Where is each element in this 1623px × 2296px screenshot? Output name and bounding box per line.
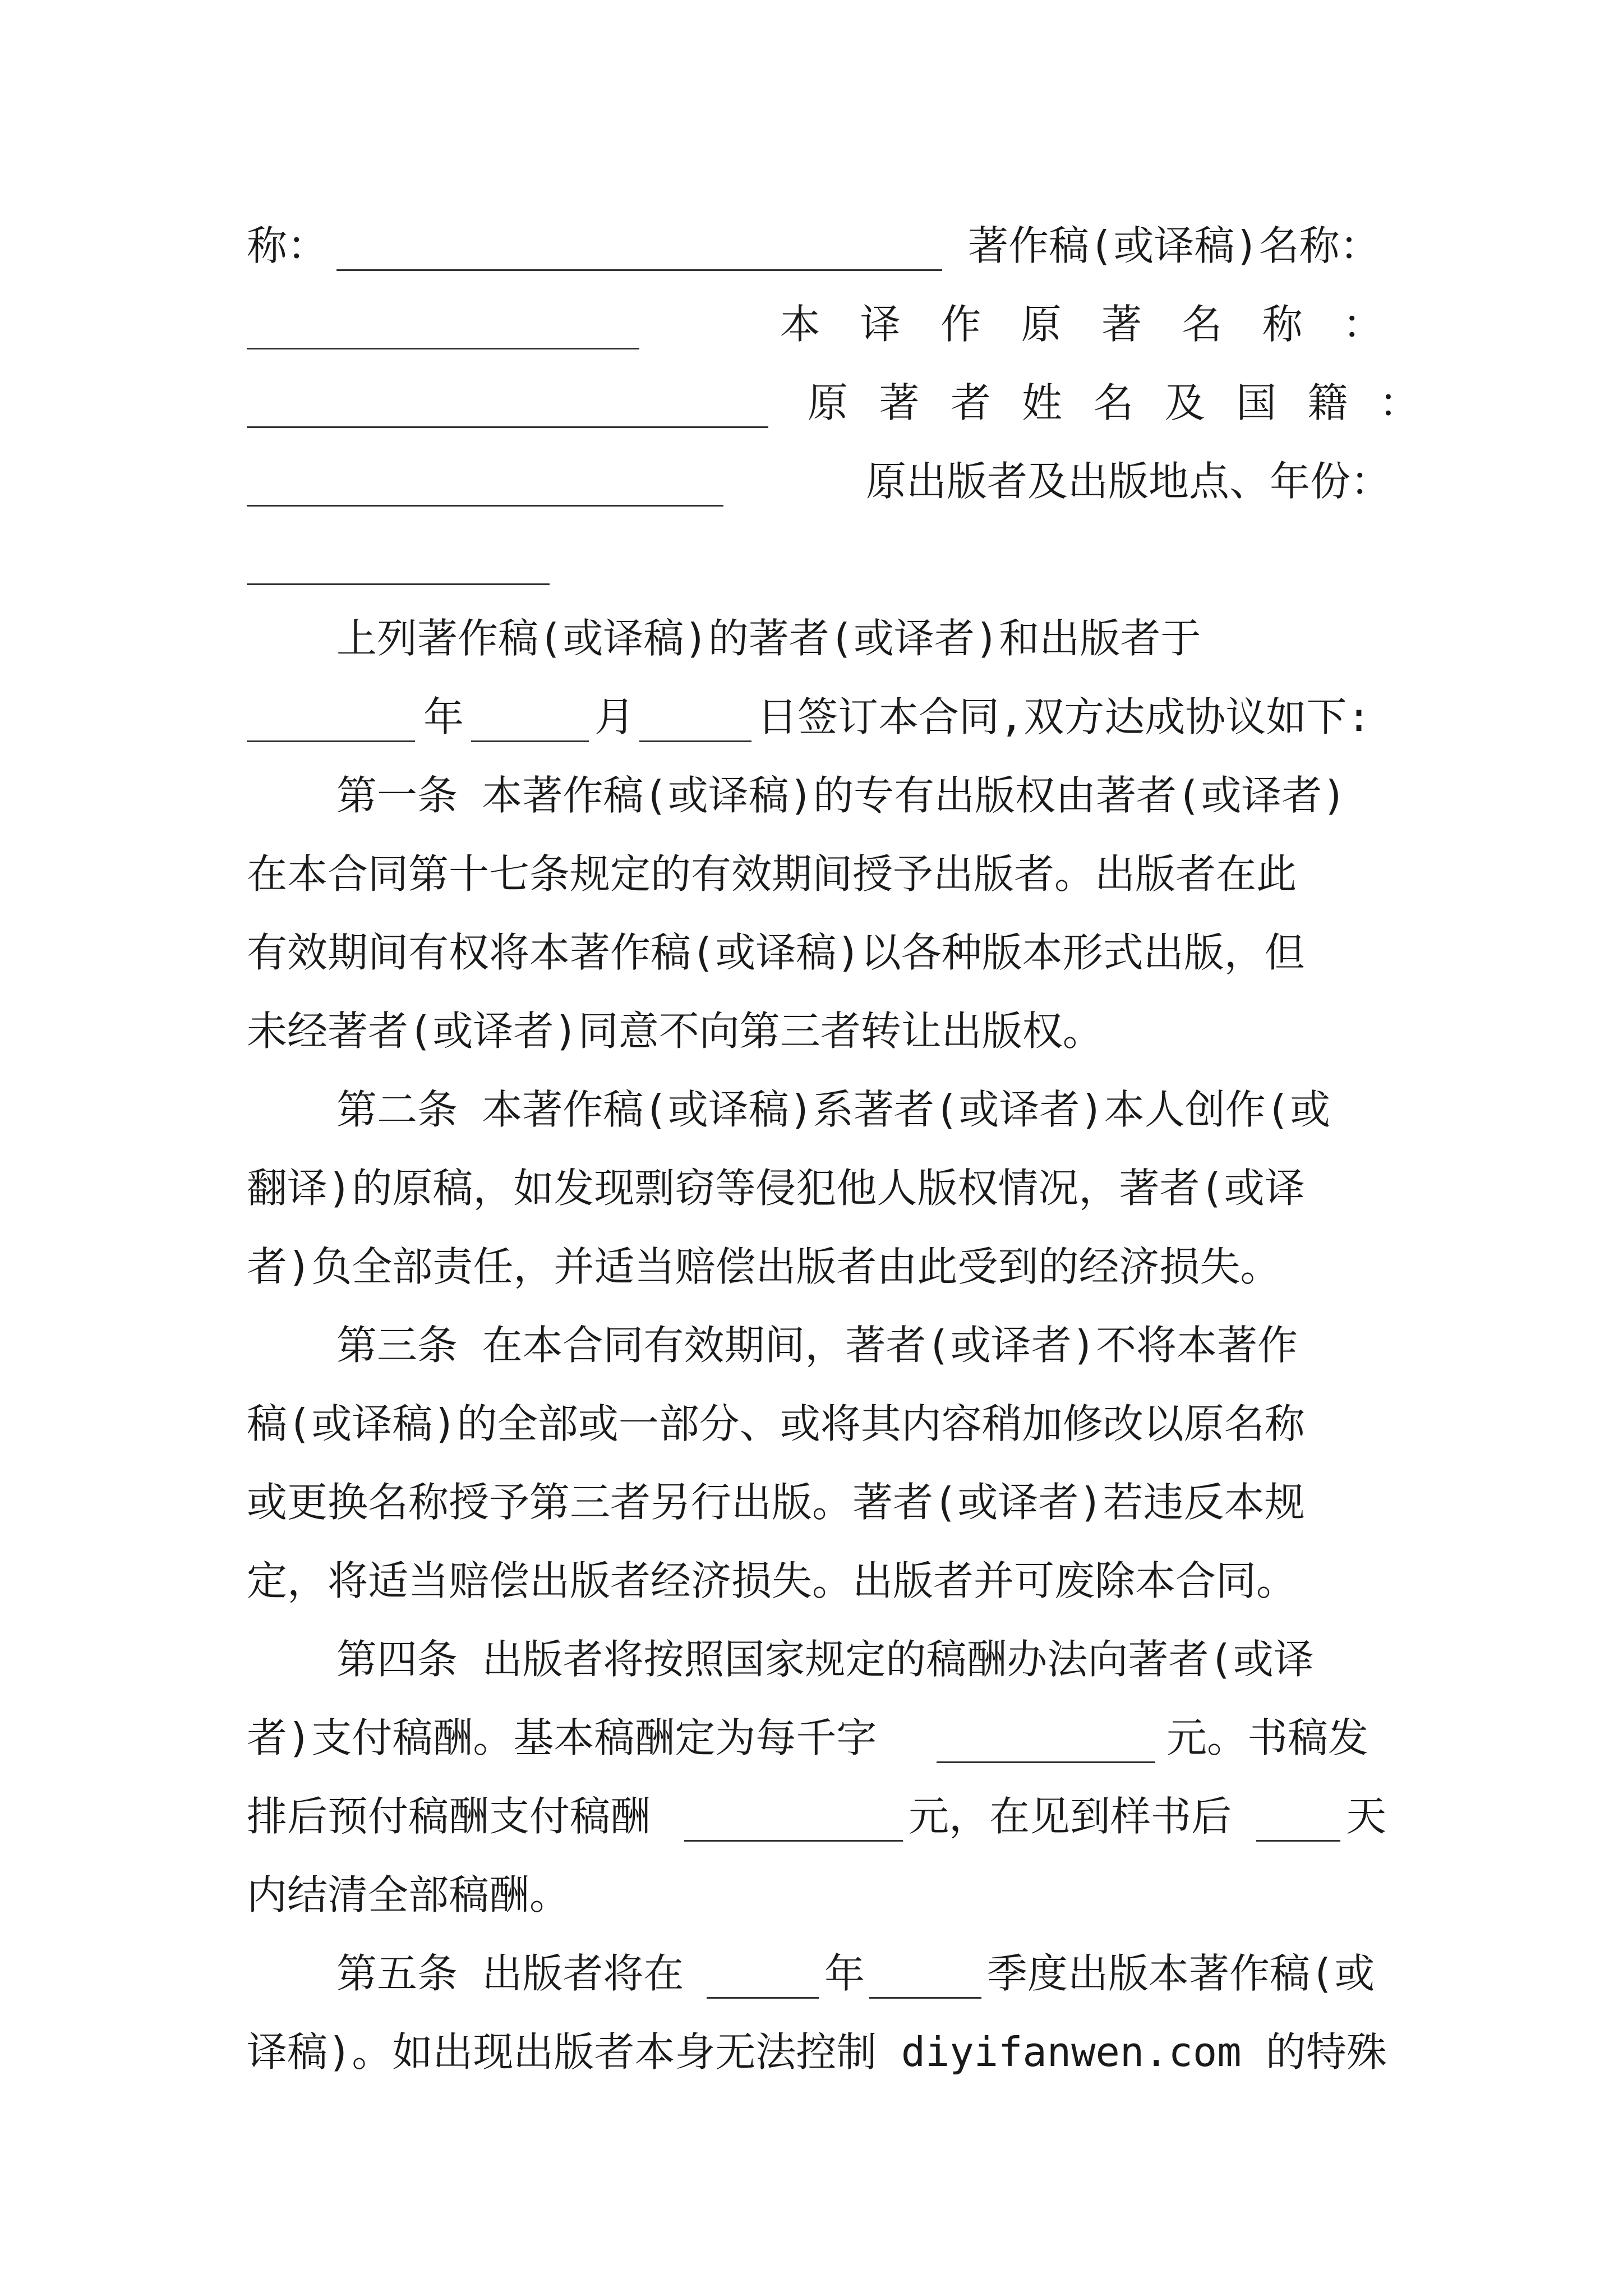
header-line-2 [247, 285, 1391, 364]
article-4-line-3 [247, 1777, 1391, 1856]
year-blank [247, 709, 415, 742]
article-2-line-3: 者)负全部责任，并适当赔偿出版者由此受到的经济损失。 [247, 1243, 1281, 1290]
article-4-line-2 [247, 1699, 1391, 1777]
article-4-line-1: 第四条 出版者将按照国家规定的稿酬办法向著者(或译 [336, 1636, 1314, 1683]
title-label: 称： [247, 222, 328, 269]
original-author-label: 原 著 者 姓 名 及 国 籍 ： [808, 379, 1423, 426]
article-5-line-1 [247, 1934, 1391, 2013]
month-label: 月 [594, 693, 635, 740]
year-label: 年 [423, 693, 464, 740]
day-blank [639, 709, 751, 742]
article-5-line-1-c: 季度出版本著作稿(或 [987, 1950, 1375, 1997]
article-3-line-2: 稿(或译稿)的全部或一部分、或将其内容稍加修改以原名称 [247, 1400, 1305, 1447]
intro-line-2 [247, 678, 1391, 756]
manuscript-name-label: 著作稿(或译稿)名称： [968, 222, 1380, 269]
original-publisher-label: 原出版者及出版地点、年份： [865, 458, 1391, 505]
per-thousand-words-blank [937, 1730, 1155, 1763]
manuscript-name-blank [247, 316, 639, 349]
article-5-line-1-b: 年 [824, 1950, 865, 1997]
title-blank [336, 238, 942, 271]
intro-line-1: 上列著作稿(或译稿)的著者(或译者)和出版者于 [336, 615, 1201, 662]
prepayment-blank [684, 1809, 903, 1842]
header-line-4 [247, 442, 1391, 521]
original-author-blank [247, 473, 723, 507]
article-5-line-1-a: 第五条 出版者将在 [336, 1950, 684, 1997]
article-4-line-3-a: 排后预付稿酬支付稿酬 [247, 1793, 651, 1840]
article-4-line-4: 内结清全部稿酬。 [247, 1871, 570, 1918]
article-4-line-2-a: 者)支付稿酬。基本稿酬定为每千字 [247, 1714, 877, 1761]
header-line-3 [247, 364, 1423, 442]
article-1-line-4: 未经著者(或译者)同意不向第三者转让出版权。 [247, 1007, 1103, 1055]
article-4-line-3-b: 元，在见到样书后 [909, 1793, 1232, 1840]
pub-year-blank [707, 1966, 819, 1999]
original-name-blank [247, 395, 768, 428]
original-publisher-blank [247, 552, 550, 585]
article-3-line-4: 定，将适当赔偿出版者经济损失。出版者并可废除本合同。 [247, 1557, 1297, 1604]
article-4-line-2-b: 元。书稿发 [1166, 1714, 1369, 1761]
header-line-1 [247, 206, 1391, 285]
article-3-line-1: 第三条 在本合同有效期间，著者(或译者)不将本著作 [336, 1322, 1298, 1369]
article-4-line-3-c: 天 [1346, 1793, 1387, 1840]
article-1-line-2: 在本合同第十七条规定的有效期间授予出版者。出版者在此 [247, 850, 1297, 898]
days-blank [1256, 1809, 1340, 1842]
article-1-line-3: 有效期间有权将本著作稿(或译稿)以各种版本形式出版，但 [247, 929, 1305, 976]
day-tail: 日签订本合同,双方达成协议如下: [757, 693, 1371, 740]
header-line-5 [247, 521, 1391, 599]
article-2-line-1: 第二条 本著作稿(或译稿)系著者(或译者)本人创作(或 [336, 1086, 1331, 1133]
article-2-line-2: 翻译)的原稿，如发现剽窃等侵犯他人版权情况，著者(或译 [247, 1165, 1305, 1212]
month-blank [471, 709, 589, 742]
article-1-line-1: 第一条 本著作稿(或译稿)的专有出版权由著者(或译者) [336, 772, 1347, 819]
original-name-label: 本 译 作 原 著 名 称 ： [780, 301, 1391, 348]
pub-quarter-blank [869, 1966, 981, 1999]
article-5-line-2: 译稿)。如出现出版者本身无法控制 diyifanwen.com 的特殊 [247, 2028, 1387, 2076]
article-3-line-3: 或更换名称授予第三者另行出版。著者(或译者)若违反本规 [247, 1479, 1305, 1526]
